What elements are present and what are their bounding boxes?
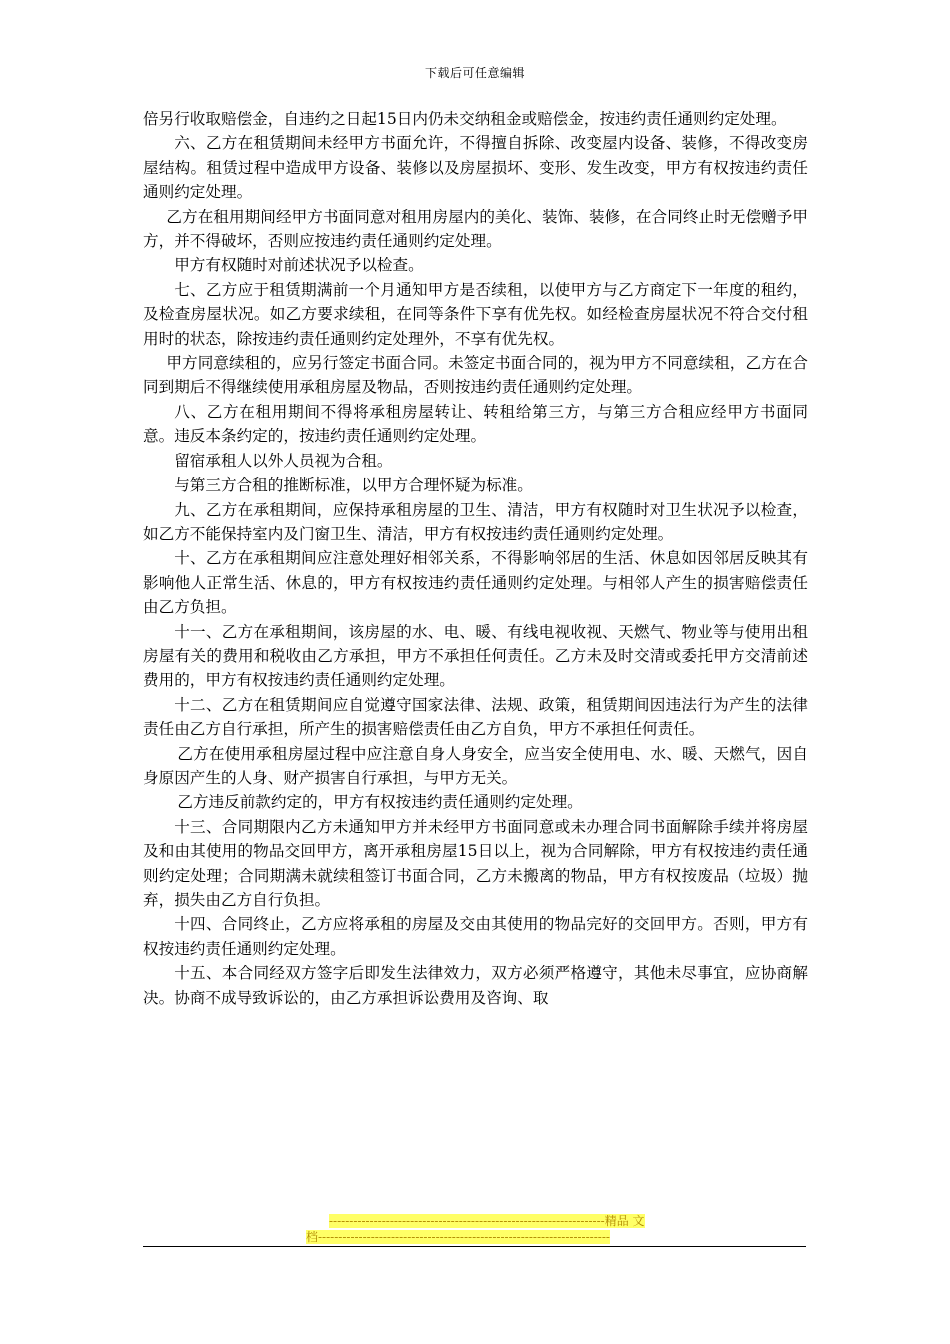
contract-paragraph: 六、乙方在租赁期间未经甲方书面允许，不得擅自拆除、改变屋内设备、装修，不得改变房屋结构。租赁过程中造成甲方设备、装修以及房屋损坏、变形、发生改变，甲方有权按违约责任通则约定处理。 [143,134,808,202]
contract-paragraph: 九、乙方在承租期间，应保持承租房屋的卫生、清洁，甲方有权随时对卫生状况予以检查，如乙方不能保持室内及门窗卫生、清洁，甲方有权按违约责任通则约定处理。 [143,500,808,543]
contract-paragraph: 甲方同意续租的，应另行签定书面合同。未签定书面合同的，视为甲方不同意续租，乙方在合同到期后不得继续使用承租房屋及物品，否则按违约责任通则约定处理。 [143,354,808,397]
contract-paragraph: 与第三方合租的推断标准，以甲方合理怀疑为标准。 [174,476,533,495]
contract-paragraph: 七、乙方应于租赁期满前一个月通知甲方是否续租，以使甲方与乙方商定下一年度的租约，及检查房屋状况。如乙方要求续租，在同等条件下享有优先权。如经检查房屋状况不符合交付租用时的状态，除按违约责任通则约定处理外，不享有优先权。 [143,280,808,348]
contract-paragraph: 十二、乙方在租赁期间应自觉遵守国家法律、法规、政策，租赁期间因违法行为产生的法律责任由乙方自行承担，所产生的损害赔偿责任由乙方自负，甲方不承担任何责任。 [143,695,808,739]
contract-paragraph: 八、乙方在租用期间不得将承租房屋转让、转租给第三方，与第三方合租应经甲方书面同意。违反本条约定的，按违约责任通则约定处理。 [143,402,808,446]
contract-paragraph: 十四、合同终止，乙方应将承租的房屋及交由其使用的物品完好的交回甲方。否则，甲方有权按违约责任通则约定处理。 [143,915,808,958]
contract-paragraph: 十五、本合同经双方签字后即发生法律效力，双方必须严格遵守，其他未尽事宜，应协商解决。协商不成导致诉讼的，由乙方承担诉讼费用及咨询、取 [143,964,808,1007]
footer-watermark-text-1: --------------------------------------------------------------------精品 文 [329,1214,645,1228]
contract-paragraph: 留宿承租人以外人员视为合租。 [174,451,393,470]
contract-paragraph: 十、乙方在承租期间应注意处理好相邻关系，不得影响邻居的生活、休息如因邻居反映其有影响他人正常生活、休息的，甲方有权按违约责任通则约定处理。与相邻人产生的损害赔偿责任由乙方负担。 [143,549,808,617]
contract-paragraph: 十一、乙方在承租期间，该房屋的水、电、暖、有线电视收视、天燃气、物业等与使用出租房屋有关的费用和税收由乙方承担，甲方不承担任何责任。乙方未及时交清或委托甲方交清前述费用的，甲方有权按违约责任通则约定处理。 [143,622,808,690]
contract-paragraph: 乙方违反前款约定的，甲方有权按违约责任通则约定处理。 [177,793,583,812]
contract-paragraph: 乙方在使用承租房屋过程中应注意自身人身安全，应当安全使用电、水、暖、天燃气，因自身原因产生的人身、财产损害自行承担，与甲方无关。 [143,744,808,787]
contract-paragraph: 十三、合同期限内乙方未通知甲方并未经甲方书面同意或未办理合同书面解除手续并将房屋及和由其使用的物品交回甲方，离开承租房屋15日以上，视为合同解除，甲方有权按违约责任通则约定处理；合同期满未就续租签订书面合同，乙方未搬离的物品，甲方有权按废品（垃圾）抛弃，损失由乙方自行负担。 [143,817,808,909]
footer-rule [143,1246,806,1247]
footer-watermark-line-1 [329,1214,663,1229]
contract-paragraph: 甲方有权随时对前述状况予以检查。 [174,256,424,275]
footer-watermark-line-2 [306,1230,652,1245]
contract-paragraph: 倍另行收取赔偿金，自违约之日起15日内仍未交纳租金或赔偿金，按违约责任通则约定处理。 [143,110,787,128]
footer-watermark-text-2: 档------------------------------------------------------------------------ [306,1230,610,1244]
contract-paragraph: 乙方在租用期间经甲方书面同意对租用房屋内的美化、装饰、装修，在合同终止时无偿赠予甲方，并不得破坏，否则应按违约责任通则约定处理。 [143,207,808,251]
page-header: 下载后可任意编辑 [424,66,525,80]
contract-body [143,107,808,1010]
